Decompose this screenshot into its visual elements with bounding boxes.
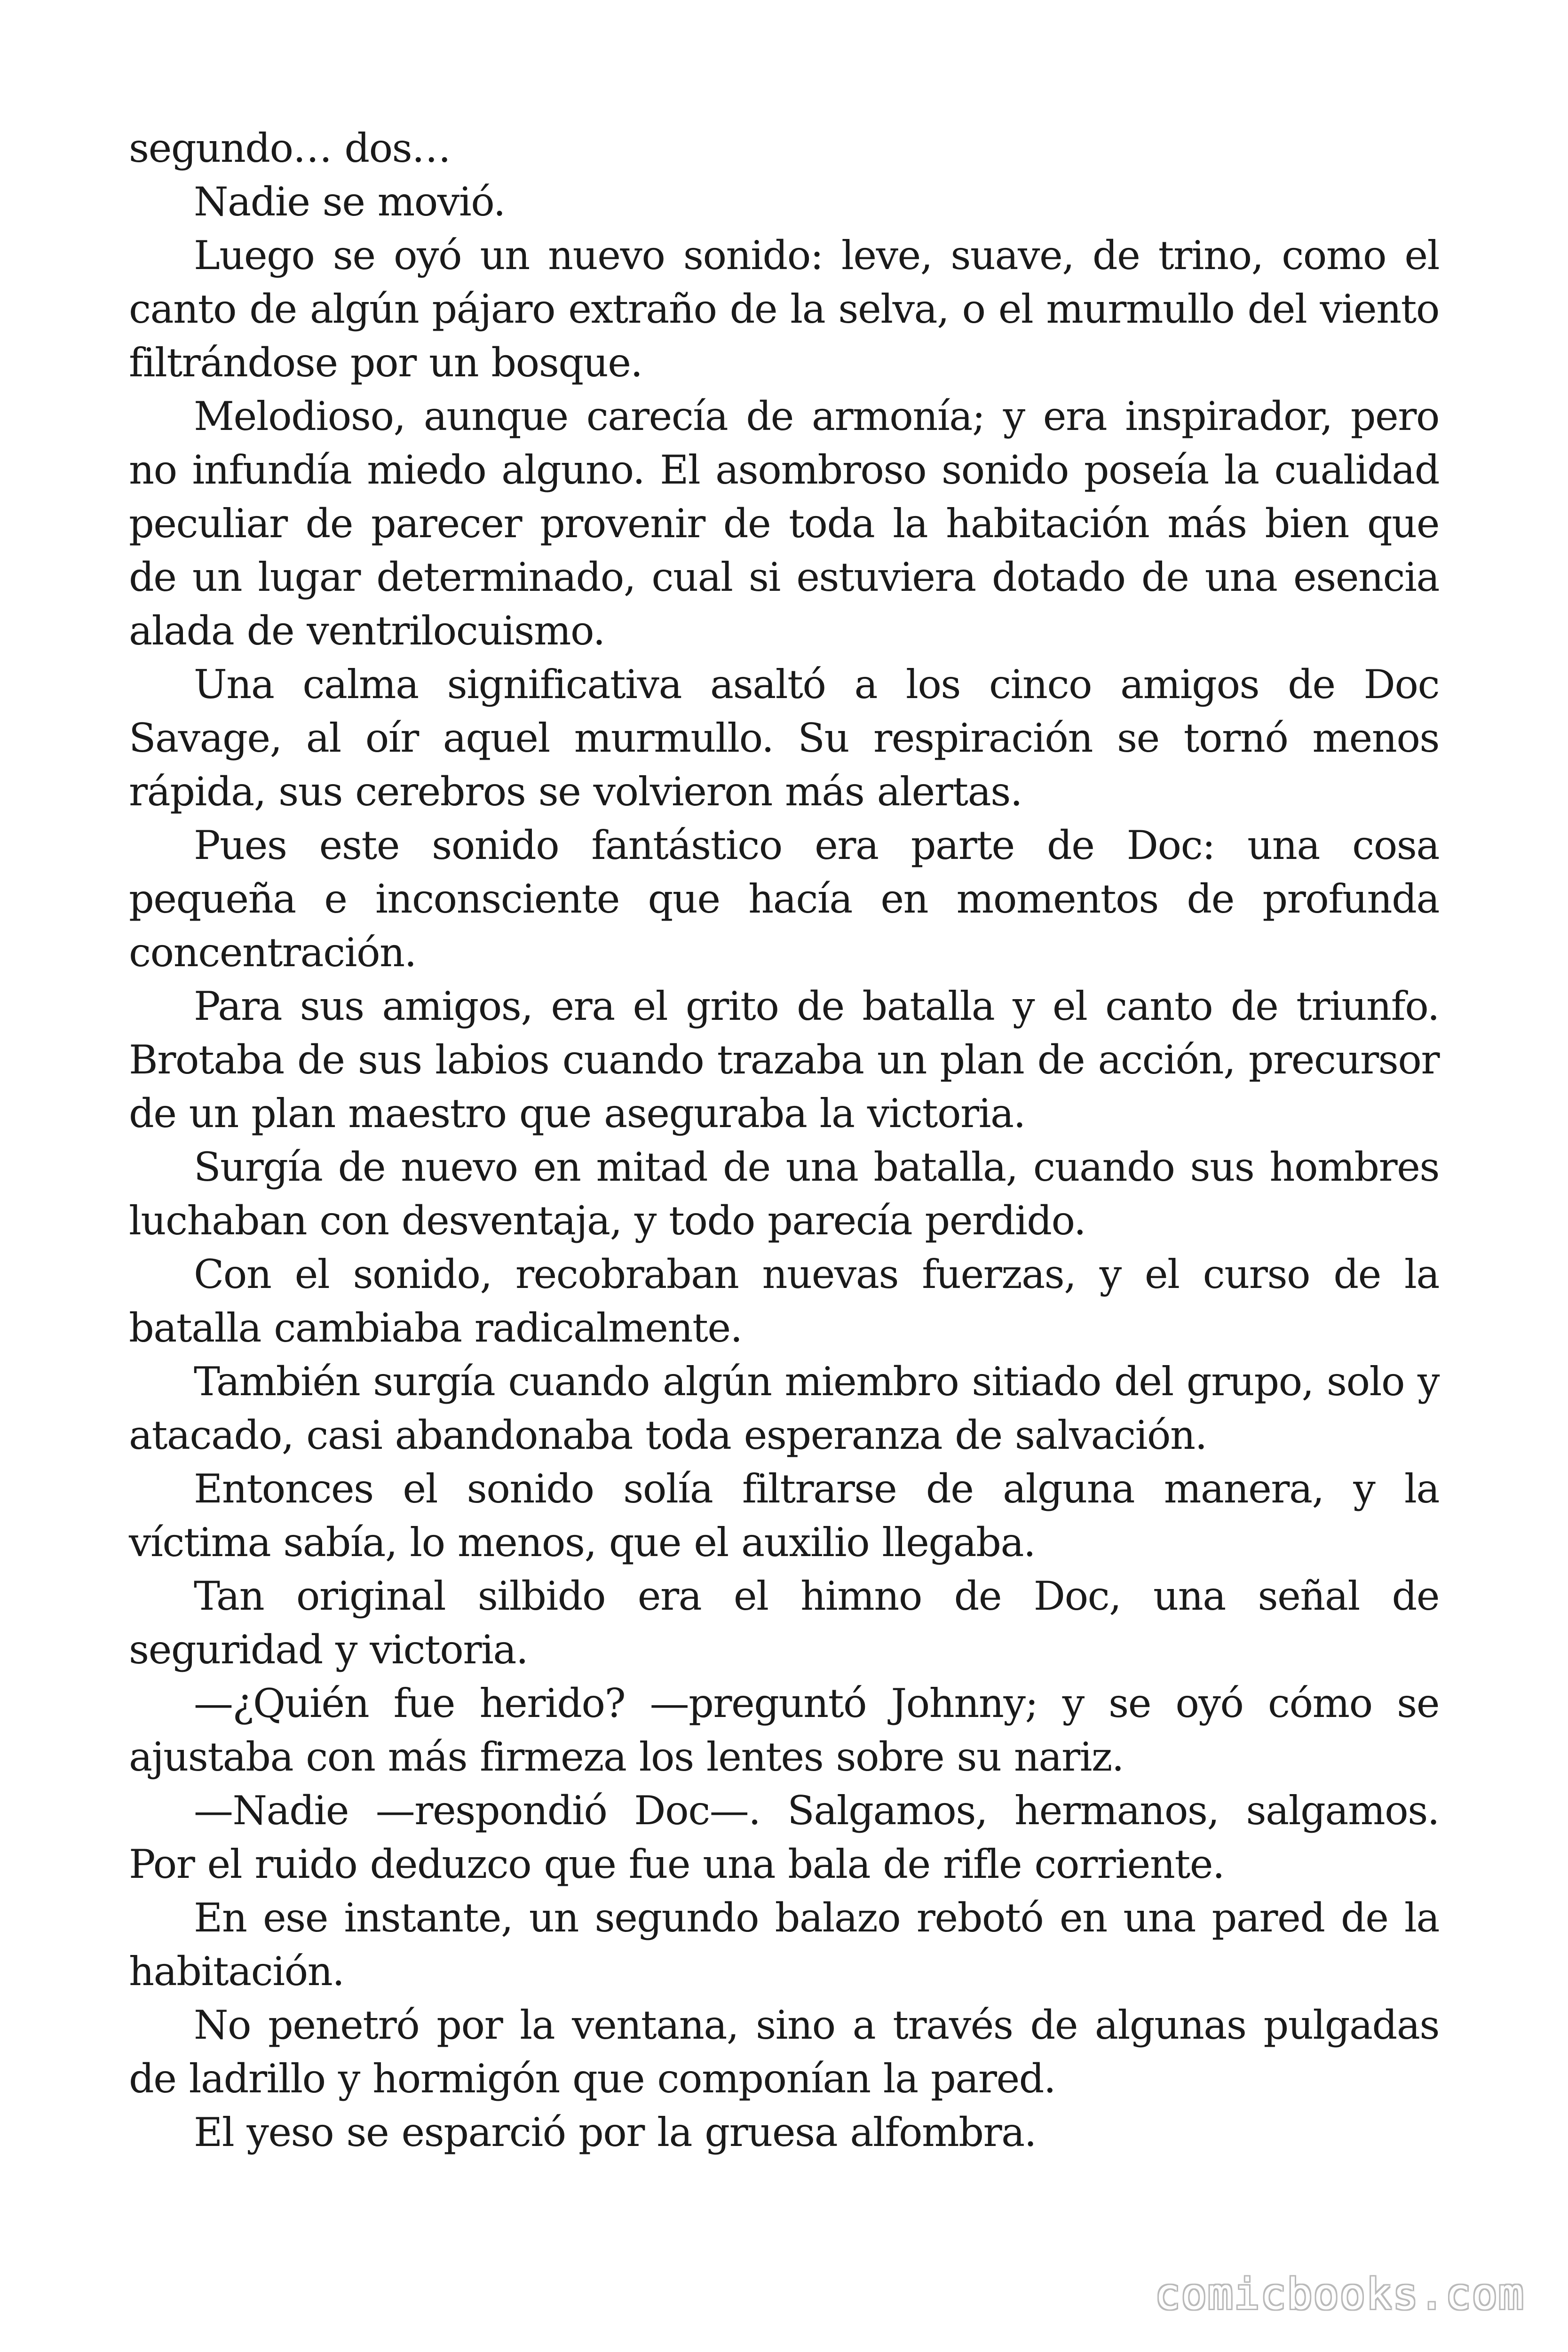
paragraph: Luego se oyó un nuevo sonido: leve, suave, de trino, como el canto de algún pájaro extraño de la selva, o el murmullo del viento filtrándose por un bosque. xyxy=(129,232,1439,386)
paragraph-continuation: segundo… dos… xyxy=(129,125,451,171)
paragraph: Con el sonido, recobraban nuevas fuerzas, y el curso de la batalla cambiaba radicalmente. xyxy=(129,1251,1439,1351)
paragraph: Nadie se movió. xyxy=(194,179,505,225)
paragraph: Una calma significativa asaltó a los cinco amigos de Doc Savage, al oír aquel murmullo. Su respiración se tornó menos rápida, sus cerebros se volvieron más alertas. xyxy=(129,661,1439,815)
paragraph-dialogue: —Nadie —respondió Doc—. Salgamos, hermanos, salgamos. Por el ruido deduzco que fue una bala de rifle corriente. xyxy=(129,1788,1439,1887)
paragraph: El yeso se esparció por la gruesa alfombra. xyxy=(194,2109,1036,2155)
paragraph: Tan original silbido era el himno de Doc, una señal de seguridad y victoria. xyxy=(129,1573,1439,1673)
page-body xyxy=(129,121,1439,2159)
paragraph-dialogue: —¿Quién fue herido? —preguntó Johnny; y se oyó cómo se ajustaba con más firmeza los lentes sobre su nariz. xyxy=(129,1680,1439,1780)
paragraph: No penetró por la ventana, sino a través de algunas pulgadas de ladrillo y hormigón que componían la pared. xyxy=(129,2002,1439,2102)
paragraph: Melodioso, aunque carecía de armonía; y era inspirador, pero no infundía miedo alguno. El asombroso sonido poseía la cualidad peculiar de parecer provenir de toda la habitación más bien que de un lugar determinado, cual si estuviera dotado de una esencia alada de ventrilocuismo. xyxy=(129,393,1439,654)
paragraph: Surgía de nuevo en mitad de una batalla, cuando sus hombres luchaban con desventaja, y todo parecía perdido. xyxy=(129,1144,1439,1244)
paragraph: Pues este sonido fantástico era parte de Doc: una cosa pequeña e inconsciente que hacía en momentos de profunda concentración. xyxy=(129,822,1439,976)
watermark: comicbooks.com xyxy=(1155,2270,1525,2319)
paragraph: En ese instante, un segundo balazo rebotó en una pared de la habitación. xyxy=(129,1895,1439,1994)
paragraph: Para sus amigos, era el grito de batalla y el canto de triunfo. Brotaba de sus labios cuando trazaba un plan de acción, precursor de un plan maestro que aseguraba la victoria. xyxy=(129,983,1439,1136)
paragraph: También surgía cuando algún miembro sitiado del grupo, solo y atacado, casi abandonaba toda esperanza de salvación. xyxy=(129,1359,1439,1458)
paragraph: Entonces el sonido solía filtrarse de alguna manera, y la víctima sabía, lo menos, que el auxilio llegaba. xyxy=(129,1466,1439,1565)
